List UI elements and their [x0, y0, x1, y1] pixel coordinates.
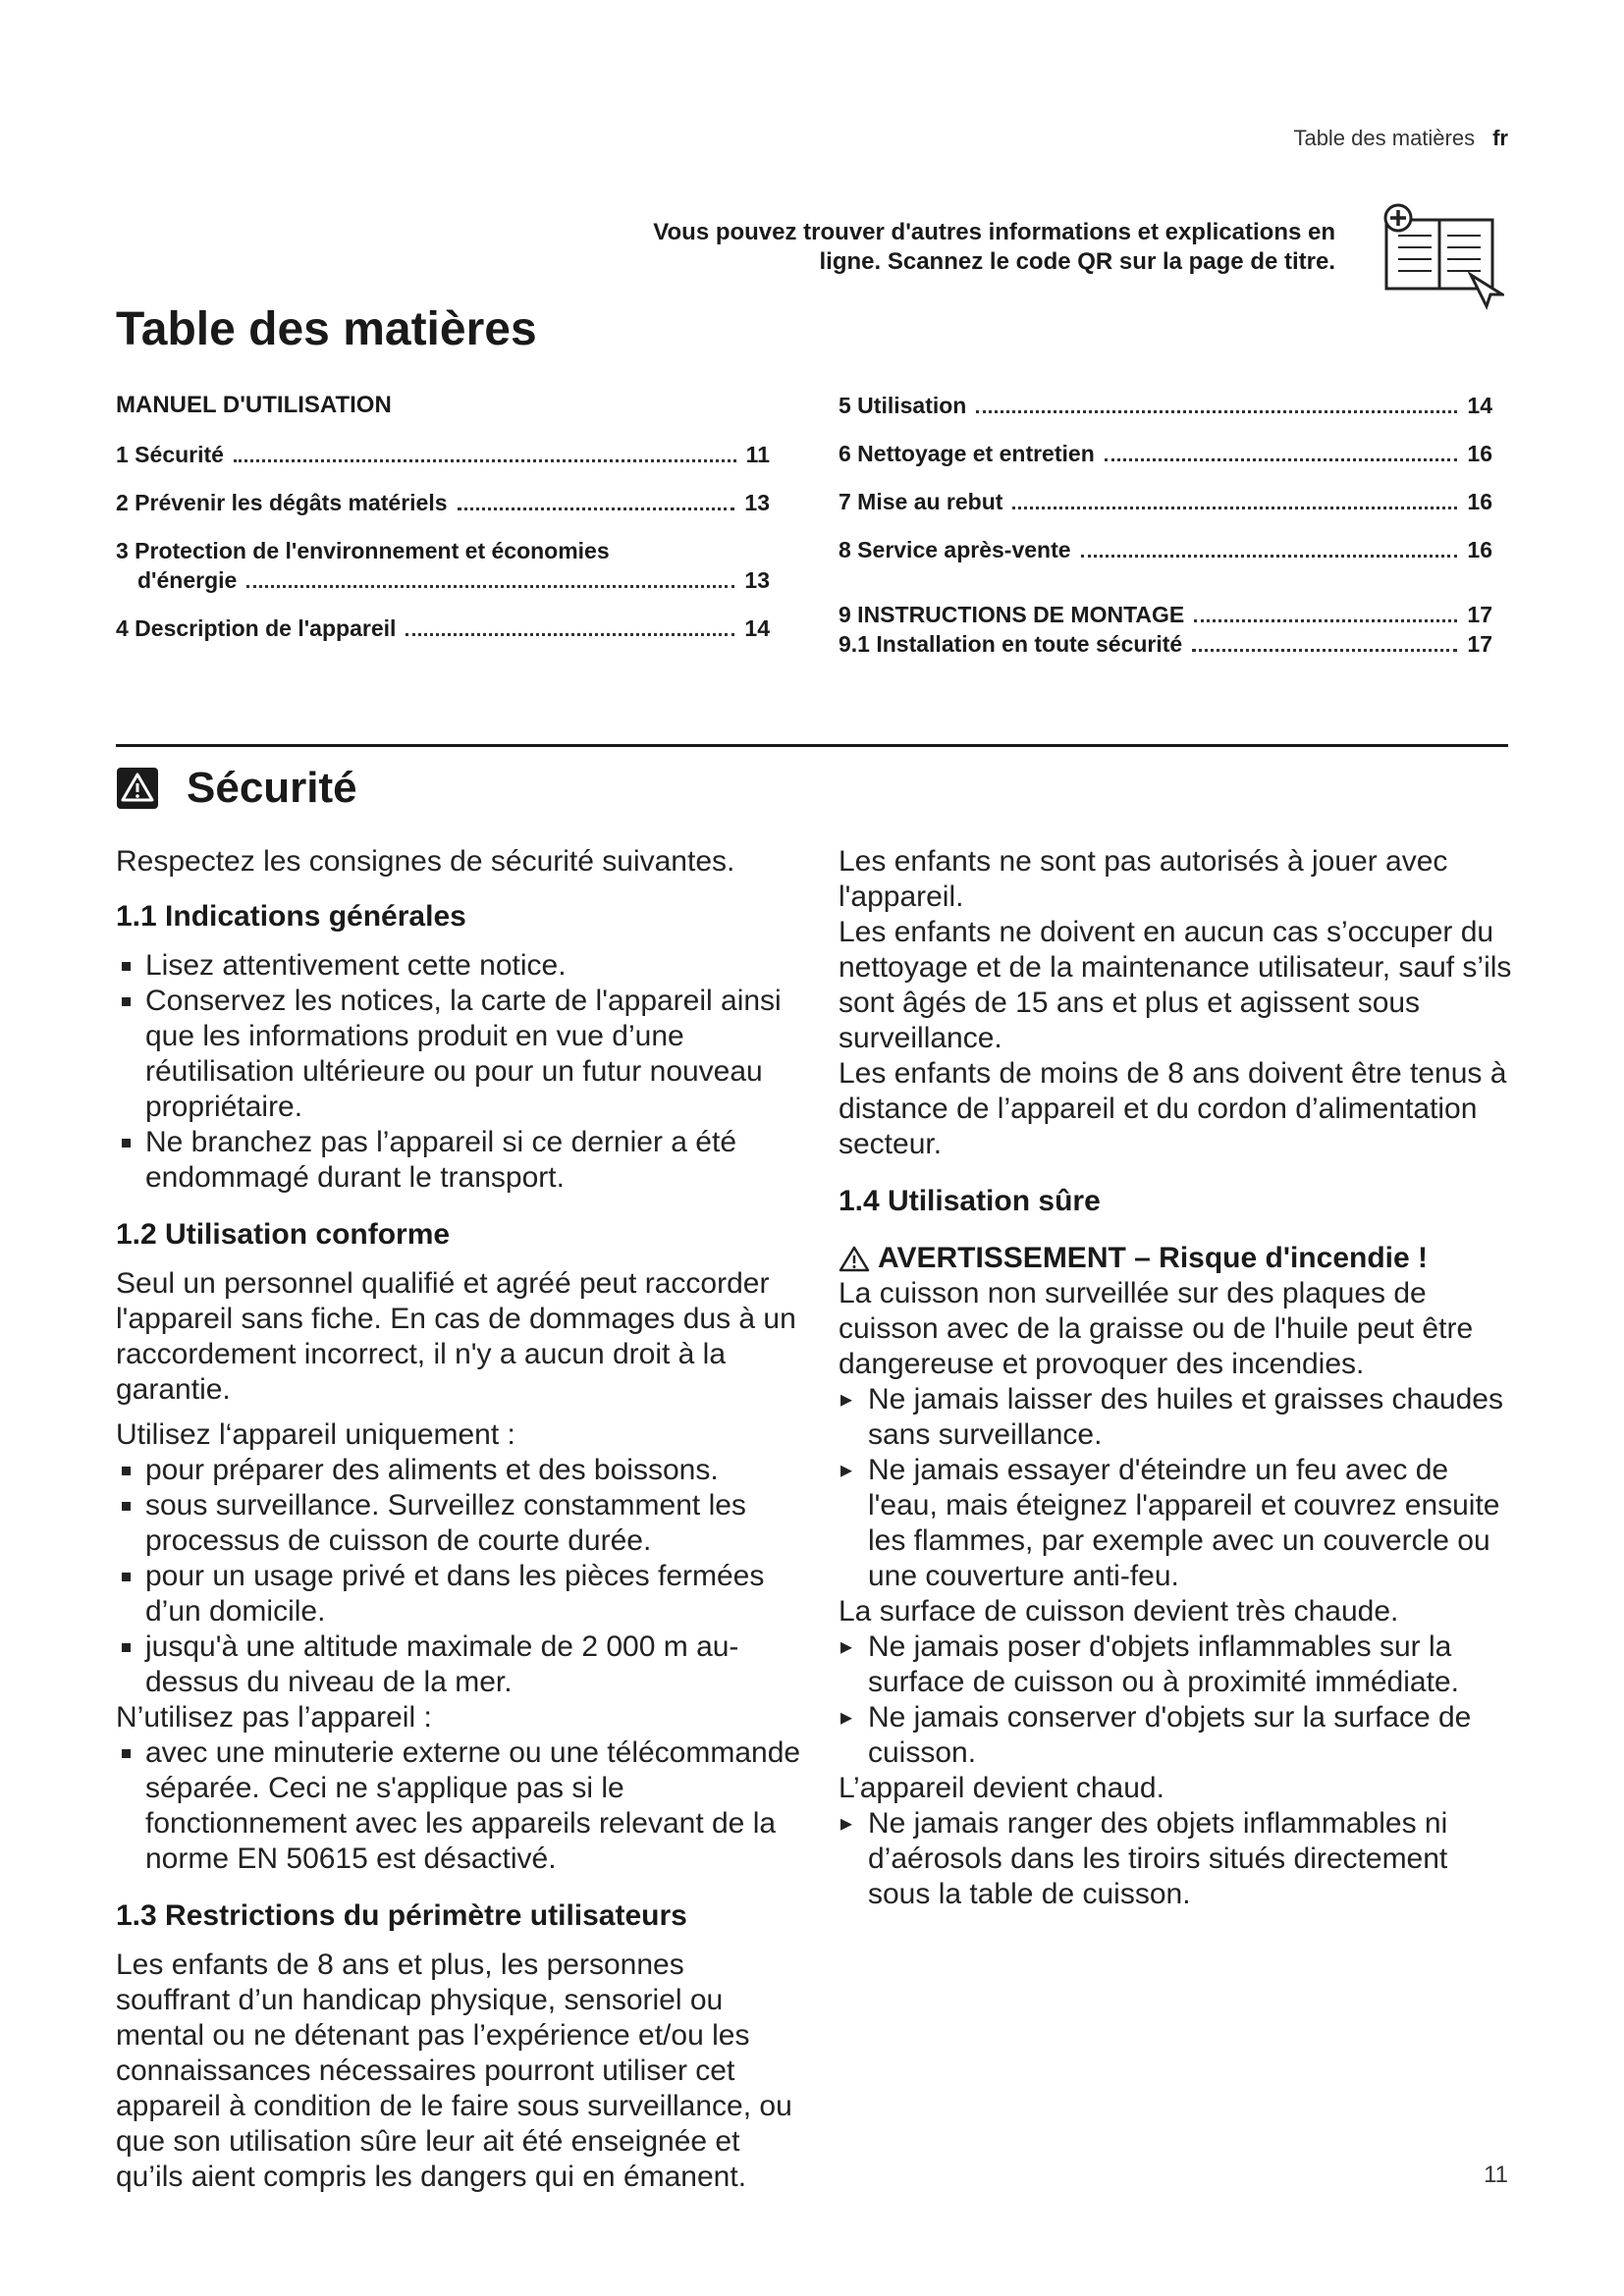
toc-entry-text: 4 Description de l'appareil [116, 615, 397, 641]
toc-leader [1081, 555, 1458, 558]
warning-text: AVERTISSEMENT – Risque d'incendie ! [878, 1242, 1428, 1274]
list-item: ▸ Ne jamais conserver d'objets sur la surface de cuisson. [839, 1700, 1516, 1771]
hot-appliance-list [839, 1806, 1516, 1912]
body-right-column [839, 844, 1516, 1912]
toc-entry-page: 16 [1467, 489, 1492, 514]
paragraph: Les enfants ne sont pas autorisés à jouer avec l'appareil. [839, 845, 1448, 913]
toc-entry[interactable] [839, 439, 1492, 468]
list-item: ▸ Ne jamais essayer d'éteindre un feu avec de l'eau, mais éteignez l'appareil et couvrez ensuite les flammes, par exemple avec un couvercle ou une couverture anti-feu. [839, 1453, 1516, 1594]
toc-leader [1194, 619, 1457, 622]
list-item: jusqu'à une altitude maximale de 2 000 m au-dessus du niveau de la mer. [116, 1629, 803, 1700]
toc-leader [406, 633, 734, 636]
subsection-title-1-4: 1.4 Utilisation sûre [839, 1185, 1101, 1217]
list-item: sous surveillance. Surveillez constamment les processus de cuisson de courte durée. [116, 1488, 803, 1559]
toc-entry[interactable] [839, 600, 1492, 629]
toc-entry-page: 17 [1467, 631, 1492, 657]
toc-leader [1105, 458, 1458, 461]
section-heading [116, 764, 357, 813]
toc-entry[interactable] [839, 629, 1492, 659]
toc-entry-text: 5 Utilisation [839, 393, 967, 418]
toc-entry-text: d'énergie [137, 567, 238, 593]
list-item: Ne branchez pas l’appareil si ce dernier a été endommagé durant le transport. [116, 1125, 803, 1196]
paragraph: Les enfants de moins de 8 ans doivent être tenus à distance de l’appareil et du cordon d’alimentation secteur. [839, 1057, 1507, 1160]
paragraph: Les enfants ne doivent en aucun cas s’occuper du nettoyage et de la maintenance utilisateur, sauf s’ils sont âgés de 15 ans et plus et agissent sous surveillance. [839, 916, 1512, 1054]
toc-entry-page: 13 [744, 567, 770, 593]
toc-leader [976, 410, 1457, 413]
online-info-note [648, 218, 1335, 277]
list-item: avec une minuterie externe ou une télécommande séparée. Ceci ne s'applique pas si le fonctionnement avec les appareils relevant de la norme EN 50615 est désactivé. [116, 1735, 803, 1877]
toc-entry[interactable] [839, 535, 1492, 564]
section-intro: Respectez les consignes de sécurité suivantes. [116, 845, 735, 878]
toc-entry[interactable] [839, 487, 1492, 516]
list-item: ▸ Ne jamais poser d'objets inflammables sur la surface de cuisson ou à proximité immédiate. [839, 1629, 1516, 1700]
section-title: Sécurité [187, 764, 357, 812]
subsection-title-1-2: 1.2 Utilisation conforme [116, 1218, 451, 1251]
paragraph: La cuisson non surveillée sur des plaques de cuisson avec de la graisse ou de l'huile peut être dangereuse et provoquer des incendies. [839, 1277, 1474, 1380]
toc-leader [234, 459, 736, 462]
toc-entry-page: 14 [1467, 393, 1492, 418]
toc-right-column [839, 391, 1492, 677]
toc-entry-text: 9.1 Installation en toute sécurité [839, 631, 1183, 657]
subsection-title-1-3: 1.3 Restrictions du périmètre utilisateurs [116, 1899, 687, 1932]
toc-entry-page: 17 [1467, 602, 1492, 627]
toc-leader [1012, 507, 1457, 509]
warning-heading [839, 1241, 1516, 1276]
book-info-icon [1377, 196, 1504, 314]
toc-entry-text: 8 Service après-vente [839, 537, 1071, 562]
toc-left-column [116, 391, 770, 662]
page-number: 11 [1484, 2162, 1508, 2188]
toc-entry-text: 2 Prévenir les dégâts matériels [116, 490, 448, 515]
list-item: ▸ Ne jamais laisser des huiles et graisses chaudes sans surveillance. [839, 1382, 1516, 1453]
disallowed-use-list [116, 1735, 803, 1877]
list-item: pour un usage privé et dans les pièces fermées d’un domicile. [116, 1559, 803, 1629]
warning-triangle-icon [839, 1245, 870, 1272]
section-divider [116, 744, 1508, 747]
paragraph: La surface de cuisson devient très chaude. [839, 1595, 1399, 1628]
paragraph: N’utilisez pas l’appareil : [116, 1701, 432, 1734]
paragraph: Seul un personnel qualifié et agréé peut raccorder l'appareil sans fiche. En cas de dommages dus à un raccordement incorrect, il n'y a aucun droit à la garantie. [116, 1267, 796, 1406]
list-item: pour préparer des aliments et des boissons. [116, 1453, 803, 1488]
toc-entry-text: 6 Nettoyage et entretien [839, 441, 1095, 466]
subsection-title-1-1: 1.1 Indications générales [116, 900, 466, 933]
list-item: Conservez les notices, la carte de l'appareil ainsi que les informations produit en vue d’une réutilisation ultérieure ou pour un futur nouveau propriétaire. [116, 984, 803, 1125]
running-head-section: Table des matières [1293, 126, 1476, 150]
toc-leader [1192, 649, 1457, 652]
toc-entry-page: 16 [1467, 537, 1492, 562]
toc-entry-text: 7 Mise au rebut [839, 489, 1003, 514]
toc-entry-text-line-1: 3 Protection de l'environnement et économies [116, 538, 610, 563]
toc-entry-text: 1 Sécurité [116, 442, 224, 467]
paragraph: Utilisez l‘appareil uniquement : [116, 1418, 515, 1451]
toc-entry[interactable] [839, 391, 1492, 420]
body-left-column [116, 844, 803, 2195]
list-item: ▸ Ne jamais ranger des objets inflammables ni d’aérosols dans les tiroirs situés directement sous la table de cuisson. [839, 1806, 1516, 1912]
toc-title: Table des matières [116, 303, 537, 355]
paragraph: L’appareil devient chaud. [839, 1772, 1164, 1804]
toc-entry[interactable] [116, 488, 770, 517]
general-indications-list [116, 948, 803, 1196]
allowed-use-list [116, 1453, 803, 1700]
toc-entry[interactable] [116, 536, 770, 595]
fire-risk-list [839, 1382, 1516, 1594]
toc-entry-page: 11 [745, 442, 770, 467]
online-note-line-2: ligne. Scannez le code QR sur la page de titre. [819, 248, 1335, 275]
toc-entry-text: 9 INSTRUCTIONS DE MONTAGE [839, 602, 1185, 627]
toc-leader [246, 585, 734, 588]
running-head [1293, 126, 1508, 151]
language-code: fr [1492, 126, 1508, 150]
toc-entry[interactable] [116, 440, 770, 469]
warning-box-icon [116, 767, 159, 810]
paragraph: Les enfants de 8 ans et plus, les personnes souffrant d’un handicap physique, sensoriel ou mental ou ne détenant pas l’expérience et/ou les connaissances nécessaires pourront utiliser cet appareil à condition de le faire sous surveillance, ou que son utilisation sûre leur ait été enseignée et qu’ils aient compris les dangers qui en émanent. [116, 1949, 792, 2193]
toc-entry-page: 13 [744, 490, 770, 515]
toc-entry[interactable] [116, 614, 770, 643]
toc-heading: MANUEL D'UTILISATION [116, 392, 392, 418]
toc-entry-page: 16 [1467, 441, 1492, 466]
online-note-line-1: Vous pouvez trouver d'autres informations et explications en [653, 219, 1335, 245]
toc-entry-page: 14 [744, 615, 770, 641]
list-item: Lisez attentivement cette notice. [116, 948, 803, 984]
hot-surface-list [839, 1629, 1516, 1771]
toc-leader [458, 507, 735, 510]
